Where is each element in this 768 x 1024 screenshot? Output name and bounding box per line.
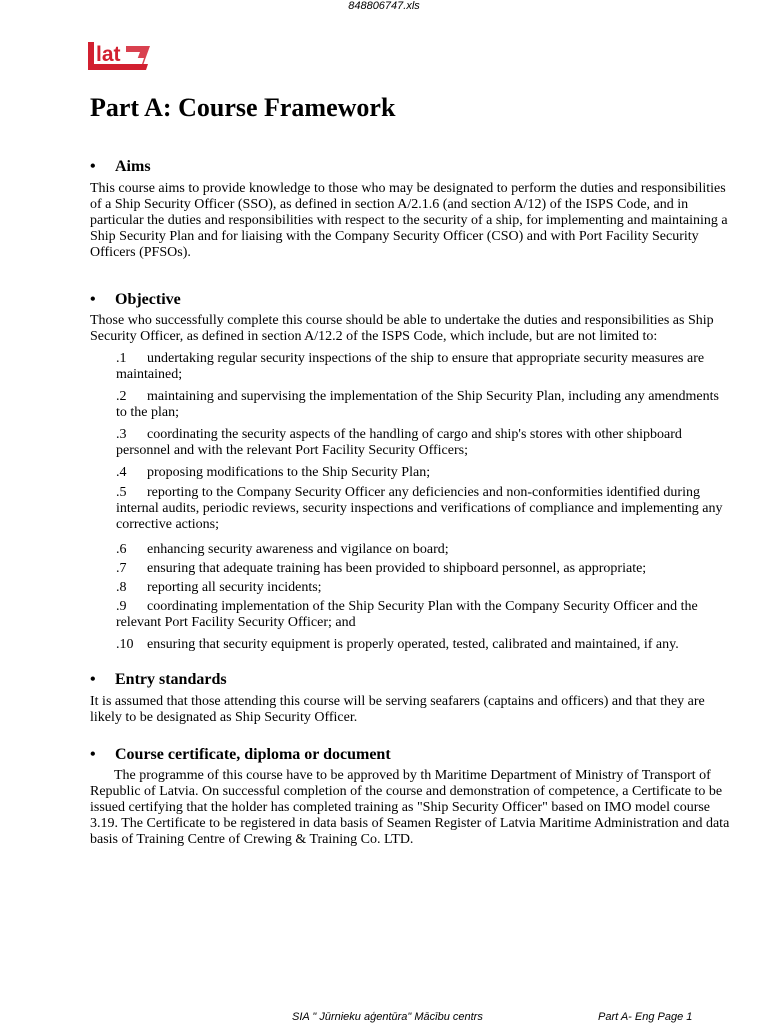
- item-number: .10: [116, 637, 134, 652]
- section-heading-objective: [90, 290, 181, 310]
- item-number: .1: [116, 351, 127, 366]
- section-heading-label: Course certificate, diploma or document: [115, 746, 391, 763]
- objective-paragraph: Those who successfully complete this course should be able to undertake the duties and responsibilities as Ship Security Officer, as defined in section A/12.2 of the ISPS Code, which include, but are not limited to:: [90, 313, 714, 344]
- footer-page-number: Part A- Eng Page 1: [598, 1011, 693, 1023]
- objective-item: [116, 580, 726, 596]
- footer-company: SIA " Jūrnieku aģentūra" Mācību centrs: [292, 1011, 483, 1023]
- section-heading-certificate: [90, 745, 391, 765]
- objective-item: [116, 485, 726, 533]
- file-name-header: 848806747.xls: [348, 0, 420, 12]
- aims-paragraph: This course aims to provide knowledge to those who may be designated to perform the duties and responsibilities of a Ship Security Officer (SSO), as defined in section A/2.1.6 (and section A/12) of the ISPS Code, and in particular the duties and responsibilities with respect to the security of a ship, for implementing and maintaining a Ship Security Plan and for liaising with the Company Security Officer (CSO) and with Port Facility Security Officers (PFSOs).: [90, 181, 728, 260]
- svg-text:lat: lat: [96, 43, 121, 66]
- entry-standards-paragraph: It is assumed that those attending this course will be serving seafarers (captains and officers) and that they are likely to be designated as Ship Security Officer.: [90, 694, 705, 725]
- item-number: .3: [116, 427, 127, 442]
- item-number: .4: [116, 465, 127, 480]
- item-text: maintaining and supervising the implementation of the Ship Security Plan, including any amendments to the plan;: [116, 389, 719, 420]
- item-text: ensuring that security equipment is properly operated, tested, calibrated and maintained, if any.: [147, 637, 679, 652]
- item-text: reporting all security incidents;: [147, 580, 322, 595]
- item-number: .6: [116, 542, 127, 557]
- section-heading-label: Objective: [115, 291, 181, 308]
- objective-item: [116, 465, 726, 481]
- bullet: •: [90, 291, 96, 308]
- lat-company-logo-icon: [88, 40, 150, 72]
- item-text: ensuring that adequate training has been provided to shipboard personnel, as appropriate;: [147, 561, 647, 576]
- item-number: .9: [116, 599, 127, 614]
- item-number: .7: [116, 561, 127, 576]
- item-text: enhancing security awareness and vigilance on board;: [147, 542, 449, 557]
- objective-item: [116, 389, 726, 421]
- objective-item: [116, 427, 726, 459]
- item-text: reporting to the Company Security Officer any deficiencies and non-conformities identified during internal audits, periodic reviews, security inspections and verifications of compliance and implementing any corrective actions;: [116, 485, 723, 532]
- bullet: •: [90, 158, 96, 175]
- objective-item: [116, 561, 726, 577]
- section-heading-entry-standards: [90, 670, 227, 690]
- bullet: •: [90, 746, 96, 763]
- bullet: •: [90, 671, 96, 688]
- objective-item: [116, 637, 726, 653]
- objective-item: [116, 542, 726, 558]
- objective-item: [116, 599, 726, 631]
- page-title: Part A: Course Framework: [90, 93, 396, 122]
- item-text: coordinating the security aspects of the handling of cargo and ship's stores with other shipboard personnel and with the relevant Port Facility Security Officers;: [116, 427, 682, 458]
- item-text: proposing modifications to the Ship Security Plan;: [147, 465, 431, 480]
- section-heading-label: Entry standards: [115, 671, 227, 688]
- item-number: .8: [116, 580, 127, 595]
- objective-item: [116, 351, 726, 383]
- item-text: undertaking regular security inspections of the ship to ensure that appropriate security measures are maintained;: [116, 351, 705, 382]
- item-number: .5: [116, 485, 127, 500]
- section-heading-aims: [90, 157, 151, 177]
- item-text: coordinating implementation of the Ship Security Plan with the Company Security Officer and the relevant Port Facility Security Officer; and: [116, 599, 698, 630]
- item-number: .2: [116, 389, 127, 404]
- section-heading-label: Aims: [115, 158, 151, 175]
- certificate-paragraph: The programme of this course have to be approved by th Maritime Department of Ministry of Transport of Republic of Latvia. On successful completion of the course and demonstration of competence, a Certificate to be issued certifying that the holder has completed training as "Ship Security Officer" based on IMO model course 3.19. The Certificate to be registered in data basis of Seamen Register of Latvia Maritime Administration and data basis of Training Centre of Crewing & Training Co. LTD.: [90, 768, 730, 847]
